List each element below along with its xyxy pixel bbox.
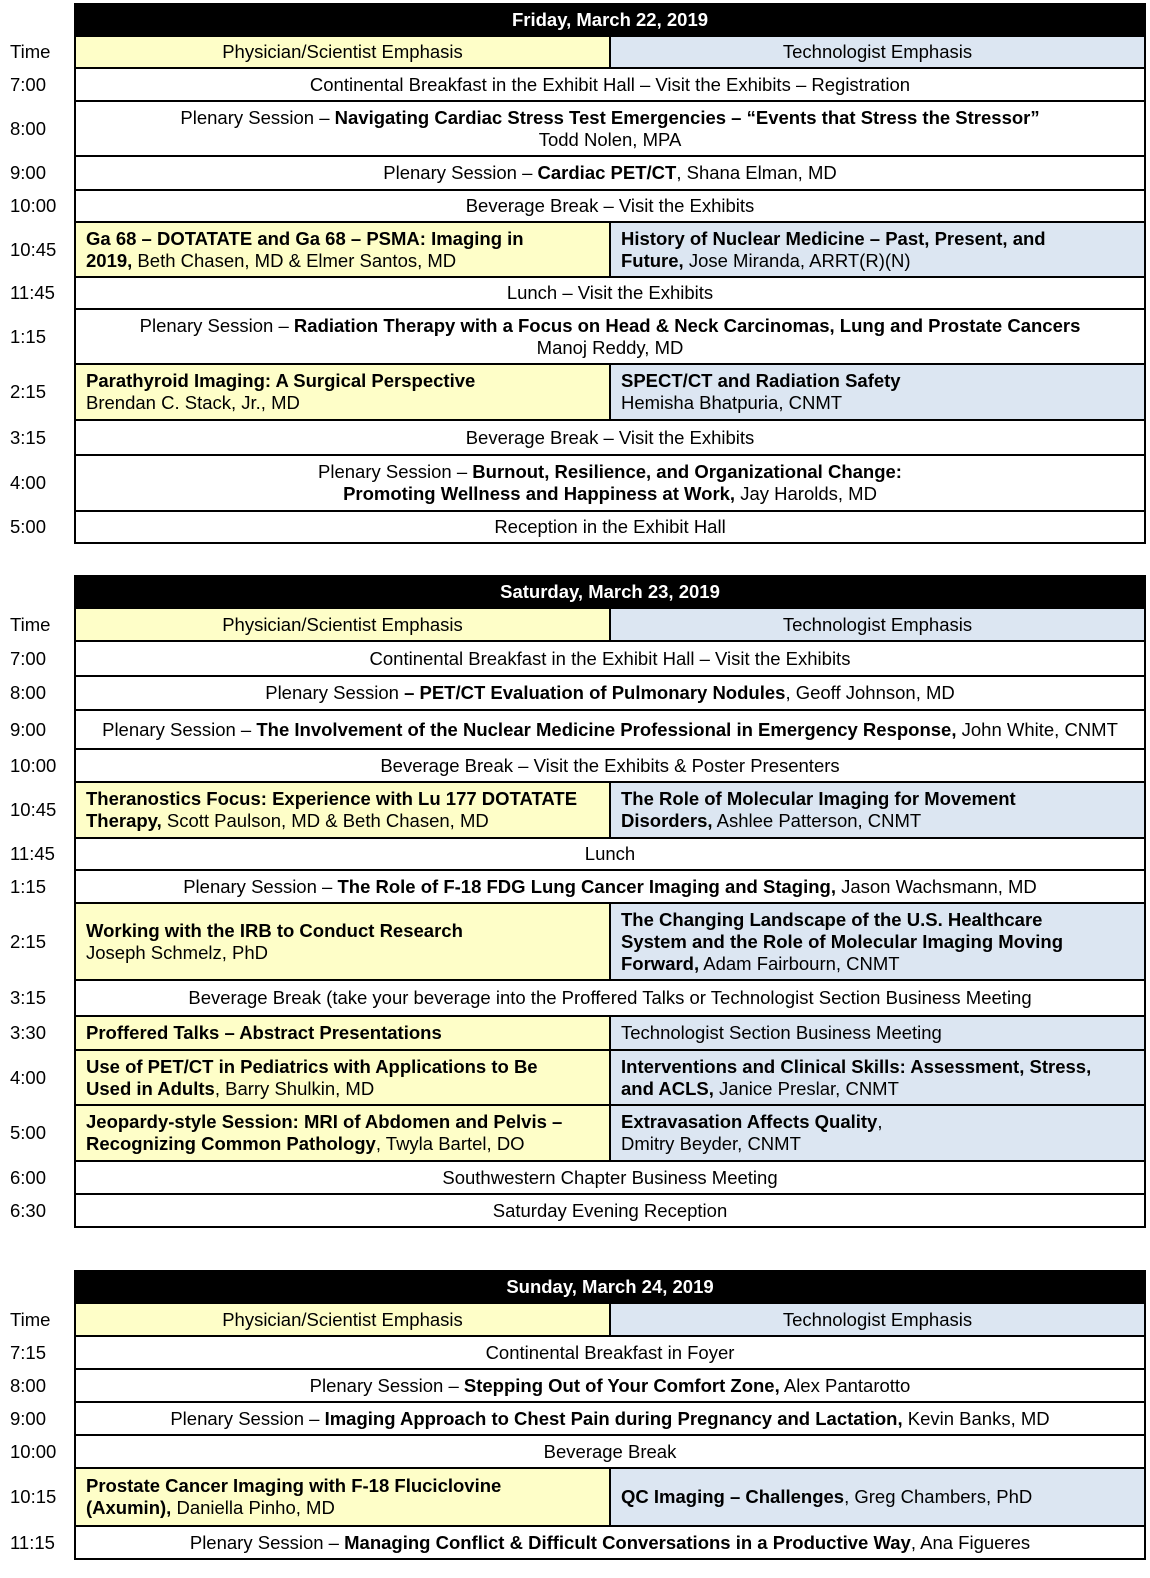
time-cell: 10:00 bbox=[10, 754, 57, 776]
session-title: Use of PET/CT in Pediatrics with Applications to Be bbox=[86, 1055, 538, 1077]
schedule-row bbox=[0, 1194, 1145, 1227]
schedule-row bbox=[0, 420, 1145, 455]
plenary-cell bbox=[75, 710, 1145, 749]
schedule-row bbox=[0, 749, 1145, 782]
cell-text: Adam Fairbourn, CNMT bbox=[699, 952, 900, 974]
time-cell: 7:00 bbox=[10, 647, 47, 669]
session-title: 2019, bbox=[86, 249, 133, 271]
time-cell: 3:15 bbox=[10, 987, 47, 1008]
cell-text: Beverage Break bbox=[543, 1440, 677, 1462]
physician-session-cell bbox=[75, 1468, 610, 1526]
time-cell: 4:00 bbox=[10, 472, 47, 493]
session-title: – PET/CT Evaluation of Pulmonary Nodules bbox=[404, 682, 786, 703]
time-cell: 7:00 bbox=[10, 73, 47, 95]
schedule-row bbox=[0, 1435, 1145, 1468]
cell-text: Plenary Session – bbox=[139, 314, 294, 336]
day-block-friday bbox=[0, 3, 1150, 544]
cell-text: Jose Miranda, ARRT(R)(N) bbox=[683, 249, 911, 271]
session-title: Therapy, bbox=[86, 810, 162, 831]
cell-text: Beverage Break – Visit the Exhibits bbox=[465, 195, 755, 216]
time-cell: 1:15 bbox=[10, 325, 47, 347]
schedule-row bbox=[0, 364, 1145, 420]
cell-text: Continental Breakfast in the Exhibit Hall – Visit the Exhibits bbox=[369, 647, 851, 669]
cell-text: Continental Breakfast in Foyer bbox=[485, 1341, 735, 1363]
physician-session-cell bbox=[75, 222, 610, 277]
plenary-cell bbox=[75, 1161, 1145, 1194]
physician-session-cell bbox=[75, 1105, 610, 1161]
cell-text: Beth Chasen, MD & Elmer Santos, MD bbox=[132, 249, 457, 271]
schedule-row bbox=[0, 277, 1145, 309]
technologist-session-cell bbox=[610, 903, 1145, 980]
time-cell: 9:00 bbox=[10, 162, 47, 183]
session-title: Disorders, bbox=[621, 810, 713, 831]
schedule-row bbox=[0, 1468, 1145, 1526]
plenary-cell bbox=[75, 1194, 1145, 1227]
column-header-row bbox=[0, 36, 1145, 68]
cell-text: Kevin Banks, MD bbox=[902, 1407, 1050, 1429]
day-title: Saturday, March 23, 2019 bbox=[75, 576, 1145, 608]
technologist-track-header: Technologist Emphasis bbox=[610, 36, 1145, 68]
day-block-saturday bbox=[0, 575, 1150, 1228]
blank-corner bbox=[0, 4, 75, 36]
time-cell: 3:30 bbox=[10, 1022, 47, 1043]
time-cell: 6:00 bbox=[10, 1166, 47, 1188]
schedule-table bbox=[0, 1270, 1146, 1560]
cell-text: , Barry Shulkin, MD bbox=[214, 1077, 375, 1099]
time-cell: 11:15 bbox=[10, 1531, 55, 1553]
cell-text: Plenary Session bbox=[265, 682, 405, 703]
session-title: Forward, bbox=[621, 952, 700, 974]
session-title: System and the Role of Molecular Imaging Moving bbox=[621, 930, 1064, 952]
plenary-cell bbox=[75, 838, 1145, 870]
plenary-cell bbox=[75, 190, 1145, 222]
day-block-sunday bbox=[0, 1270, 1150, 1560]
cell-text: Reception in the Exhibit Hall bbox=[494, 516, 726, 537]
cell-text: Janice Preslar, CNMT bbox=[713, 1077, 899, 1099]
session-title: (Axumin), bbox=[86, 1497, 172, 1518]
time-cell: 10:45 bbox=[10, 799, 57, 820]
schedule-row bbox=[0, 1050, 1145, 1105]
schedule-row bbox=[0, 980, 1145, 1016]
plenary-cell bbox=[75, 870, 1145, 903]
session-title: Radiation Therapy with a Focus on Head & Neck Carcinomas, Lung and Prostate Cancers bbox=[293, 314, 1081, 336]
column-header-row bbox=[0, 608, 1145, 641]
session-title: and ACLS, bbox=[621, 1077, 714, 1099]
physician-track-header: Physician/Scientist Emphasis bbox=[75, 608, 610, 641]
session-title: Proffered Talks – Abstract Presentations bbox=[86, 1022, 442, 1043]
schedule-row bbox=[0, 710, 1145, 749]
schedule-row bbox=[0, 641, 1145, 676]
cell-text: , Shana Elman, MD bbox=[676, 162, 837, 183]
cell-text: Manoj Reddy, MD bbox=[536, 336, 684, 358]
plenary-cell bbox=[75, 101, 1145, 156]
plenary-cell bbox=[75, 455, 1145, 511]
time-cell: 9:00 bbox=[10, 718, 47, 740]
cell-text: Plenary Session – bbox=[170, 1407, 325, 1429]
physician-session-cell bbox=[75, 1050, 610, 1105]
day-title: Sunday, March 24, 2019 bbox=[75, 1271, 1145, 1303]
time-column-header: Time bbox=[10, 41, 51, 62]
plenary-cell bbox=[75, 68, 1145, 101]
schedule-row bbox=[0, 101, 1145, 156]
time-cell: 10:45 bbox=[10, 238, 57, 260]
cell-text: Continental Breakfast in the Exhibit Hall – Visit the Exhibits – Registration bbox=[309, 73, 911, 95]
session-title: The Role of F-18 FDG Lung Cancer Imaging and Staging, bbox=[337, 875, 836, 897]
session-title: The Involvement of the Nuclear Medicine Professional in Emergency Response, bbox=[256, 718, 957, 740]
cell-text: Daniella Pinho, MD bbox=[171, 1497, 335, 1518]
session-title: Managing Conflict & Difficult Conversations in a Productive Way bbox=[344, 1531, 911, 1553]
schedule-row bbox=[0, 1526, 1145, 1559]
session-title: Working with the IRB to Conduct Research bbox=[86, 919, 463, 941]
session-title: Used in Adults bbox=[86, 1077, 215, 1099]
time-cell: 8:00 bbox=[10, 1374, 47, 1396]
cell-text: Plenary Session – bbox=[318, 461, 473, 482]
session-title: Theranostics Focus: Experience with Lu 177 DOTATATE bbox=[86, 788, 578, 809]
cell-text: Scott Paulson, MD & Beth Chasen, MD bbox=[161, 810, 489, 831]
cell-text: , Greg Chambers, PhD bbox=[844, 1486, 1033, 1507]
time-cell: 10:00 bbox=[10, 1440, 57, 1462]
schedule-row bbox=[0, 156, 1145, 190]
session-title: Burnout, Resilience, and Organizational Change: bbox=[472, 461, 902, 482]
time-cell: 10:15 bbox=[10, 1486, 57, 1507]
cell-text: Saturday Evening Reception bbox=[492, 1199, 728, 1221]
technologist-session-cell bbox=[610, 1016, 1145, 1050]
plenary-cell bbox=[75, 749, 1145, 782]
physician-session-cell bbox=[75, 903, 610, 980]
technologist-session-cell bbox=[610, 222, 1145, 277]
cell-text: Joseph Schmelz, PhD bbox=[86, 941, 269, 963]
technologist-session-cell bbox=[610, 1468, 1145, 1526]
plenary-cell bbox=[75, 1526, 1145, 1559]
time-cell: 6:30 bbox=[10, 1199, 47, 1221]
column-header-row bbox=[0, 1303, 1145, 1336]
schedule-row bbox=[0, 1161, 1145, 1194]
schedule-row bbox=[0, 1016, 1145, 1050]
plenary-cell bbox=[75, 641, 1145, 676]
schedule-row bbox=[0, 870, 1145, 903]
cell-text: , Twyla Bartel, DO bbox=[375, 1133, 525, 1154]
cell-text: Plenary Session – bbox=[102, 718, 257, 740]
time-cell: 2:15 bbox=[10, 381, 47, 402]
technologist-session-cell bbox=[610, 782, 1145, 838]
plenary-cell bbox=[75, 1336, 1145, 1369]
session-title: Imaging Approach to Chest Pain during Pregnancy and Lactation, bbox=[324, 1407, 903, 1429]
schedule-row bbox=[0, 1402, 1145, 1435]
schedule-row bbox=[0, 903, 1145, 980]
session-title: Interventions and Clinical Skills: Assessment, Stress, bbox=[621, 1055, 1092, 1077]
schedule-table bbox=[0, 575, 1146, 1228]
technologist-track-header: Technologist Emphasis bbox=[610, 608, 1145, 641]
schedule-row bbox=[0, 511, 1145, 543]
schedule-row bbox=[0, 1336, 1145, 1369]
plenary-cell bbox=[75, 1402, 1145, 1435]
schedule-row bbox=[0, 455, 1145, 511]
cell-text: Southwestern Chapter Business Meeting bbox=[442, 1166, 778, 1188]
cell-text: Technologist Section Business Meeting bbox=[621, 1022, 942, 1043]
schedule-table bbox=[0, 3, 1146, 544]
schedule-row bbox=[0, 1369, 1145, 1402]
session-title: The Role of Molecular Imaging for Movement bbox=[621, 788, 1016, 809]
session-title: SPECT/CT and Radiation Safety bbox=[621, 370, 901, 391]
schedule-row bbox=[0, 838, 1145, 870]
cell-text: Beverage Break – Visit the Exhibits & Poster Presenters bbox=[380, 754, 840, 776]
session-title: Recognizing Common Pathology bbox=[86, 1133, 376, 1154]
session-title: Promoting Wellness and Happiness at Work, bbox=[343, 483, 736, 504]
plenary-cell bbox=[75, 277, 1145, 309]
schedule-row bbox=[0, 309, 1145, 364]
cell-text: Hemisha Bhatpuria, CNMT bbox=[621, 392, 843, 413]
time-column-header: Time bbox=[10, 1308, 51, 1330]
cell-text: Plenary Session – bbox=[189, 1531, 345, 1553]
session-title: History of Nuclear Medicine – Past, Present, and bbox=[621, 227, 1046, 249]
time-cell: 1:15 bbox=[10, 875, 47, 897]
session-title: Extravasation Affects Quality bbox=[621, 1111, 878, 1132]
plenary-cell bbox=[75, 980, 1145, 1016]
time-cell: 11:45 bbox=[10, 843, 55, 864]
session-title: Parathyroid Imaging: A Surgical Perspective bbox=[86, 370, 476, 391]
schedule-row bbox=[0, 222, 1145, 277]
schedule-row bbox=[0, 676, 1145, 710]
session-title: Navigating Cardiac Stress Test Emergencies – “Events that Stress the Stressor” bbox=[334, 106, 1040, 128]
time-cell: 8:00 bbox=[10, 682, 47, 703]
technologist-session-cell bbox=[610, 364, 1145, 420]
session-title: Jeopardy-style Session: MRI of Abdomen and Pelvis – bbox=[86, 1111, 563, 1132]
time-cell: 11:45 bbox=[10, 282, 55, 303]
technologist-track-header: Technologist Emphasis bbox=[610, 1303, 1145, 1336]
cell-text: , Geoff Johnson, MD bbox=[785, 682, 955, 703]
cell-text: Brendan C. Stack, Jr., MD bbox=[86, 392, 300, 413]
plenary-cell bbox=[75, 420, 1145, 455]
time-cell: 10:00 bbox=[10, 195, 57, 216]
session-title: Stepping Out of Your Comfort Zone, bbox=[463, 1374, 780, 1396]
time-cell: 5:00 bbox=[10, 516, 47, 537]
time-cell: 9:00 bbox=[10, 1407, 47, 1429]
cell-text: Plenary Session – bbox=[383, 162, 538, 183]
physician-track-header: Physician/Scientist Emphasis bbox=[75, 36, 610, 68]
cell-text: Alex Pantarotto bbox=[779, 1374, 911, 1396]
time-cell: 4:00 bbox=[10, 1066, 47, 1088]
plenary-cell bbox=[75, 309, 1145, 364]
cell-text: Jason Wachsmann, MD bbox=[835, 875, 1037, 897]
time-cell: 3:15 bbox=[10, 426, 47, 448]
cell-text: Plenary Session – bbox=[309, 1374, 464, 1396]
plenary-cell bbox=[75, 1369, 1145, 1402]
cell-text: , bbox=[877, 1111, 883, 1132]
plenary-cell bbox=[75, 511, 1145, 543]
session-title: Ga 68 – DOTATATE and Ga 68 – PSMA: Imaging in bbox=[86, 227, 524, 249]
time-cell: 8:00 bbox=[10, 117, 47, 139]
cell-text: John White, CNMT bbox=[956, 718, 1118, 740]
schedule-row bbox=[0, 1105, 1145, 1161]
schedule-row bbox=[0, 782, 1145, 838]
blank-corner bbox=[0, 1271, 75, 1303]
session-title: Cardiac PET/CT bbox=[537, 162, 677, 183]
cell-text: Beverage Break (take your beverage into the Proffered Talks or Technologist Section Business Meeting bbox=[188, 987, 1032, 1008]
technologist-session-cell bbox=[610, 1050, 1145, 1105]
session-title: The Changing Landscape of the U.S. Healthcare bbox=[621, 908, 1043, 930]
cell-text: Dmitry Beyder, CNMT bbox=[621, 1133, 801, 1154]
cell-text: Jay Harolds, MD bbox=[735, 483, 877, 504]
cell-text: Ashlee Patterson, CNMT bbox=[712, 810, 922, 831]
cell-text: Plenary Session – bbox=[180, 106, 335, 128]
plenary-cell bbox=[75, 156, 1145, 190]
day-title: Friday, March 22, 2019 bbox=[75, 4, 1145, 36]
plenary-cell bbox=[75, 676, 1145, 710]
time-cell: 7:15 bbox=[10, 1341, 47, 1363]
cell-text: Beverage Break – Visit the Exhibits bbox=[465, 426, 755, 448]
time-cell: 5:00 bbox=[10, 1122, 47, 1143]
cell-text: Lunch bbox=[584, 843, 636, 864]
physician-session-cell bbox=[75, 1016, 610, 1050]
physician-session-cell bbox=[75, 364, 610, 420]
physician-track-header: Physician/Scientist Emphasis bbox=[75, 1303, 610, 1336]
session-title: Prostate Cancer Imaging with F-18 Fluciclovine bbox=[86, 1475, 502, 1496]
cell-text: Todd Nolen, MPA bbox=[538, 128, 682, 150]
plenary-cell bbox=[75, 1435, 1145, 1468]
cell-text: Lunch – Visit the Exhibits bbox=[506, 282, 714, 303]
blank-corner bbox=[0, 576, 75, 608]
physician-session-cell bbox=[75, 782, 610, 838]
time-column-header: Time bbox=[10, 613, 51, 635]
cell-text: Plenary Session – bbox=[183, 875, 338, 897]
technologist-session-cell bbox=[610, 1105, 1145, 1161]
schedule-row bbox=[0, 68, 1145, 101]
time-cell: 2:15 bbox=[10, 930, 47, 952]
session-title: Future, bbox=[621, 249, 684, 271]
session-title: QC Imaging – Challenges bbox=[621, 1486, 845, 1507]
cell-text: , Ana Figueres bbox=[910, 1531, 1031, 1553]
schedule-row bbox=[0, 190, 1145, 222]
